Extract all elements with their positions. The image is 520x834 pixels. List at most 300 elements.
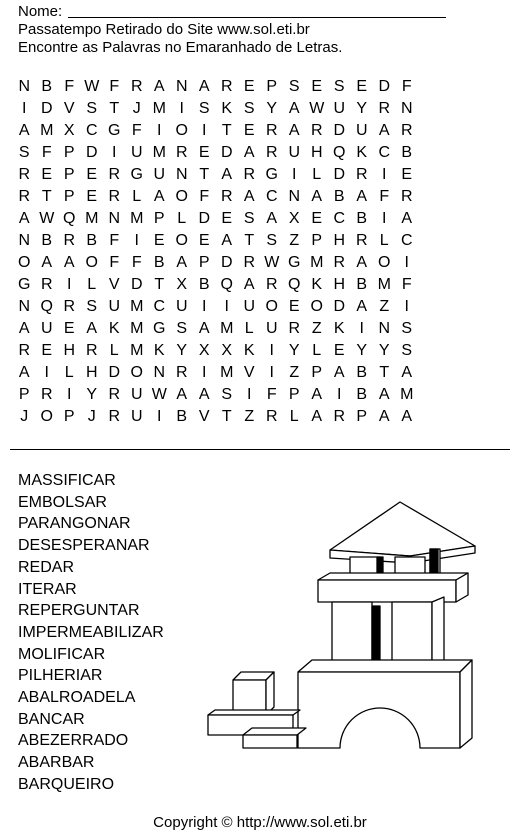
grid-letter[interactable]: E xyxy=(401,166,413,183)
grid-letter[interactable]: L xyxy=(379,232,389,249)
grid-letter[interactable]: M xyxy=(152,144,166,161)
grid-letter[interactable]: D xyxy=(220,144,233,161)
grid-letter[interactable]: M xyxy=(130,210,144,227)
grid-letter[interactable]: O xyxy=(40,408,53,425)
grid-letter[interactable]: F xyxy=(199,188,210,205)
grid-letter[interactable]: F xyxy=(41,144,52,161)
grid-letter[interactable]: N xyxy=(400,100,413,117)
grid-letter[interactable]: X xyxy=(176,276,188,293)
grid-letter[interactable]: A xyxy=(18,122,30,139)
grid-letter[interactable]: W xyxy=(84,78,100,95)
grid-letter[interactable]: Y xyxy=(378,342,390,359)
grid-letter[interactable]: R xyxy=(310,122,323,139)
grid-letter[interactable]: R xyxy=(108,188,121,205)
grid-letter[interactable]: R xyxy=(220,78,233,95)
grid-letter[interactable]: I xyxy=(404,298,409,315)
grid-letter[interactable]: R xyxy=(220,188,233,205)
grid-letter[interactable]: G xyxy=(153,320,166,337)
grid-letter[interactable]: D xyxy=(130,276,143,293)
grid-letter[interactable]: I xyxy=(67,386,72,403)
grid-letter[interactable]: A xyxy=(198,78,210,95)
grid-letter[interactable]: I xyxy=(202,364,207,381)
grid-letter[interactable]: A xyxy=(18,364,30,381)
grid-letter[interactable]: I xyxy=(269,342,274,359)
grid-letter[interactable]: A xyxy=(18,210,30,227)
grid-letter[interactable]: R xyxy=(108,386,121,403)
grid-letter[interactable]: Y xyxy=(266,100,278,117)
grid-letter[interactable]: D xyxy=(220,254,233,271)
grid-letter[interactable]: B xyxy=(356,364,368,381)
grid-letter[interactable]: A xyxy=(333,364,345,381)
grid-letter[interactable]: I xyxy=(382,210,387,227)
grid-letter[interactable]: I xyxy=(67,276,72,293)
grid-letter[interactable]: Y xyxy=(86,386,98,403)
grid-letter[interactable]: F xyxy=(109,254,120,271)
grid-letter[interactable]: U xyxy=(40,320,53,337)
grid-letter[interactable]: A xyxy=(86,320,98,337)
grid-letter[interactable]: P xyxy=(311,364,323,381)
grid-letter[interactable]: E xyxy=(243,78,255,95)
grid-letter[interactable]: E xyxy=(243,122,255,139)
grid-row xyxy=(13,384,508,406)
grid-letter[interactable]: F xyxy=(379,188,390,205)
grid-letter[interactable]: W xyxy=(309,100,325,117)
grid-letter[interactable]: S xyxy=(266,232,278,249)
grid-letter[interactable]: A xyxy=(378,386,390,403)
grid-letter[interactable]: D xyxy=(378,78,391,95)
grid-letter[interactable]: I xyxy=(157,122,162,139)
grid-letter[interactable]: P xyxy=(63,144,75,161)
grid-letter[interactable]: S xyxy=(401,320,413,337)
grid-letter[interactable]: N xyxy=(18,298,31,315)
grid-letter[interactable]: I xyxy=(157,408,162,425)
grid-letter[interactable]: R xyxy=(243,166,256,183)
grid-letter[interactable]: P xyxy=(63,166,75,183)
grid-letter[interactable]: I xyxy=(202,122,207,139)
grid-letter[interactable]: Z xyxy=(379,298,390,315)
grid-letter[interactable]: R xyxy=(85,342,98,359)
grid-letter[interactable]: B xyxy=(153,254,165,271)
grid-letter[interactable]: S xyxy=(86,100,98,117)
grid-letter[interactable]: P xyxy=(356,408,368,425)
grid-letter[interactable]: M xyxy=(400,386,414,403)
grid-letter[interactable]: R xyxy=(40,386,53,403)
grid-letter[interactable]: A xyxy=(153,188,165,205)
grid-letter[interactable]: U xyxy=(153,166,166,183)
grid-letter[interactable]: L xyxy=(312,342,322,359)
grid-letter[interactable]: S xyxy=(243,210,255,227)
grid-letter[interactable]: C xyxy=(265,188,278,205)
grid-letter[interactable]: C xyxy=(400,232,413,249)
grid-letter[interactable]: B xyxy=(356,386,368,403)
grid-letter[interactable]: L xyxy=(177,210,187,227)
grid-letter[interactable]: I xyxy=(224,298,229,315)
grid-letter[interactable]: C xyxy=(85,122,98,139)
grid-letter[interactable]: G xyxy=(108,122,121,139)
grid-letter[interactable]: H xyxy=(310,144,323,161)
grid-letter[interactable]: R xyxy=(108,408,121,425)
grid-letter[interactable]: R xyxy=(400,122,413,139)
grid-letter[interactable]: B xyxy=(356,276,368,293)
grid-letter[interactable]: A xyxy=(41,254,53,271)
grid-letter[interactable]: V xyxy=(63,100,75,117)
grid-letter[interactable]: V xyxy=(243,364,255,381)
grid-letter[interactable]: G xyxy=(130,166,143,183)
grid-letter[interactable]: C xyxy=(153,298,166,315)
grid-letter[interactable]: M xyxy=(85,210,99,227)
grid-letter[interactable]: X xyxy=(198,342,210,359)
grid-letter[interactable]: Q xyxy=(40,298,53,315)
grid-letter[interactable]: E xyxy=(311,210,323,227)
grid-letter[interactable]: R xyxy=(265,144,278,161)
grid-letter[interactable]: F xyxy=(109,232,120,249)
grid-letter[interactable]: I xyxy=(247,386,252,403)
grid-letter[interactable]: R xyxy=(265,122,278,139)
grid-letter[interactable]: D xyxy=(333,122,346,139)
grid-letter[interactable]: E xyxy=(86,166,98,183)
grid-letter[interactable]: P xyxy=(198,254,210,271)
name-label: Nome: xyxy=(18,3,63,20)
grid-letter[interactable]: R xyxy=(108,166,121,183)
grid-letter[interactable]: A xyxy=(401,210,413,227)
grid-letter[interactable]: I xyxy=(202,298,207,315)
grid-letter[interactable]: R xyxy=(265,276,278,293)
grid-letter[interactable]: H xyxy=(333,276,346,293)
grid-letter[interactable]: A xyxy=(18,320,30,337)
grid-letter[interactable]: B xyxy=(86,232,98,249)
grid-letter[interactable]: R xyxy=(18,166,31,183)
grid-letter[interactable]: M xyxy=(130,320,144,337)
grid-letter[interactable]: H xyxy=(333,232,346,249)
grid-letter[interactable]: A xyxy=(266,210,278,227)
grid-letter[interactable]: E xyxy=(86,188,98,205)
grid-letter[interactable]: B xyxy=(356,210,368,227)
grid-letter[interactable]: E xyxy=(41,342,53,359)
grid-letter[interactable]: N xyxy=(18,78,31,95)
grid-letter[interactable]: A xyxy=(221,232,233,249)
grid-letter[interactable]: L xyxy=(244,320,254,337)
grid-letter[interactable]: A xyxy=(311,188,323,205)
grid-letter[interactable]: L xyxy=(312,166,322,183)
grid-letter[interactable]: L xyxy=(87,276,97,293)
grid-letter[interactable]: R xyxy=(243,254,256,271)
grid-letter[interactable]: S xyxy=(86,298,98,315)
grid-letter[interactable]: O xyxy=(175,122,188,139)
grid-letter[interactable]: T xyxy=(199,166,210,183)
grid-letter[interactable]: N xyxy=(175,166,188,183)
grid-letter[interactable]: R xyxy=(355,232,368,249)
grid-letter[interactable]: P xyxy=(18,386,30,403)
grid-letter[interactable]: O xyxy=(130,364,143,381)
grid-letter[interactable]: E xyxy=(41,166,53,183)
grid-letter[interactable]: A xyxy=(401,364,413,381)
grid-letter[interactable]: R xyxy=(130,78,143,95)
grid-letter[interactable]: A xyxy=(243,188,255,205)
grid-letter[interactable]: F xyxy=(64,78,75,95)
grid-letter[interactable]: O xyxy=(18,254,31,271)
grid-letter[interactable]: T xyxy=(244,232,255,249)
grid-letter[interactable]: O xyxy=(378,254,391,271)
grid-letter[interactable]: B xyxy=(176,408,188,425)
grid-letter[interactable]: N xyxy=(153,364,166,381)
grid-letter[interactable]: W xyxy=(264,254,280,271)
grid-letter[interactable]: D xyxy=(333,298,346,315)
grid-letter[interactable]: U xyxy=(355,122,368,139)
grid-letter[interactable]: E xyxy=(356,78,368,95)
grid-letter[interactable]: E xyxy=(198,144,210,161)
grid-letter[interactable]: M xyxy=(40,122,54,139)
grid-letter[interactable]: H xyxy=(63,342,76,359)
grid-letter[interactable]: S xyxy=(333,78,345,95)
grid-letter[interactable]: P xyxy=(288,386,300,403)
grid-letter[interactable]: R xyxy=(175,144,188,161)
grid-letter[interactable]: M xyxy=(152,100,166,117)
grid-letter[interactable]: M xyxy=(310,254,324,271)
grid-letter[interactable]: L xyxy=(64,364,74,381)
grid-letter[interactable]: S xyxy=(176,320,188,337)
grid-letter[interactable]: T xyxy=(221,122,232,139)
grid-letter[interactable]: A xyxy=(198,386,210,403)
grid-letter[interactable]: T xyxy=(109,100,120,117)
grid-letter[interactable]: T xyxy=(41,188,52,205)
grid-letter[interactable]: K xyxy=(333,320,345,337)
name-input-line[interactable] xyxy=(68,17,446,18)
grid-letter[interactable]: I xyxy=(112,144,117,161)
grid-letter[interactable]: E xyxy=(198,232,210,249)
grid-letter[interactable]: A xyxy=(378,408,390,425)
grid-letter[interactable]: M xyxy=(377,276,391,293)
grid-letter[interactable]: Z xyxy=(289,232,300,249)
grid-letter[interactable]: P xyxy=(266,78,278,95)
grid-letter[interactable]: A xyxy=(63,254,75,271)
grid-letter[interactable]: Y xyxy=(356,100,368,117)
grid-letter[interactable]: U xyxy=(243,298,256,315)
grid-letter[interactable]: I xyxy=(292,166,297,183)
grid-letter[interactable]: I xyxy=(22,100,27,117)
grid-letter[interactable]: M xyxy=(130,298,144,315)
grid-letter[interactable]: B xyxy=(333,188,345,205)
grid-letter[interactable]: A xyxy=(311,386,323,403)
grid-letter[interactable]: O xyxy=(175,188,188,205)
grid-letter[interactable]: D xyxy=(108,364,121,381)
grid-letter[interactable]: S xyxy=(18,144,30,161)
grid-letter[interactable]: D xyxy=(198,210,211,227)
grid-letter[interactable]: M xyxy=(130,342,144,359)
grid-row xyxy=(13,186,508,208)
grid-letter[interactable]: D xyxy=(40,100,53,117)
grid-letter[interactable]: R xyxy=(18,342,31,359)
grid-letter[interactable]: X xyxy=(288,210,300,227)
grid-letter[interactable]: Q xyxy=(333,144,346,161)
word-list-item: BANCAR xyxy=(18,710,85,728)
grid-letter[interactable]: A xyxy=(401,408,413,425)
grid-letter[interactable]: Z xyxy=(244,408,255,425)
grid-letter[interactable]: U xyxy=(265,320,278,337)
grid-letter[interactable]: R xyxy=(378,100,391,117)
grid-letter[interactable]: A xyxy=(198,320,210,337)
grid-letter[interactable]: B xyxy=(198,276,210,293)
grid-letter[interactable]: A xyxy=(243,276,255,293)
grid-letter[interactable]: D xyxy=(85,144,98,161)
grid-letter[interactable]: N xyxy=(175,78,188,95)
grid-letter[interactable]: K xyxy=(311,276,323,293)
grid-letter[interactable]: R xyxy=(63,232,76,249)
grid-letter[interactable]: K xyxy=(153,342,165,359)
grid-letter[interactable]: F xyxy=(401,276,412,293)
grid-letter[interactable]: I xyxy=(269,364,274,381)
grid-letter[interactable]: N xyxy=(378,320,391,337)
grid-letter[interactable]: R xyxy=(288,320,301,337)
grid-letter[interactable]: S xyxy=(401,342,413,359)
grid-letter[interactable]: Y xyxy=(288,342,300,359)
grid-letter[interactable]: F xyxy=(109,78,120,95)
grid-letter[interactable]: A xyxy=(356,298,368,315)
grid-letter[interactable]: G xyxy=(288,254,301,271)
grid-letter[interactable]: J xyxy=(20,408,29,425)
grid-letter[interactable]: Y xyxy=(176,342,188,359)
grid-letter[interactable]: T xyxy=(221,408,232,425)
grid-letter[interactable]: E xyxy=(153,232,165,249)
grid-letter[interactable]: U xyxy=(130,144,143,161)
word-list-item: REDAR xyxy=(18,558,75,576)
grid-letter[interactable]: W xyxy=(39,210,55,227)
grid-letter[interactable]: E xyxy=(288,298,300,315)
grid-letter[interactable]: X xyxy=(63,122,75,139)
grid-letter[interactable]: H xyxy=(85,364,98,381)
grid-letter[interactable]: N xyxy=(288,188,301,205)
grid-letter[interactable]: R xyxy=(63,298,76,315)
grid-letter[interactable]: F xyxy=(131,122,142,139)
grid-letter[interactable]: O xyxy=(265,298,278,315)
grid-letter[interactable]: G xyxy=(265,166,278,183)
grid-letter[interactable]: A xyxy=(153,78,165,95)
grid-letter[interactable]: M xyxy=(220,320,234,337)
grid-letter[interactable]: X xyxy=(221,342,233,359)
grid-letter[interactable]: D xyxy=(333,166,346,183)
grid-letter[interactable]: A xyxy=(176,254,188,271)
grid-letter[interactable]: I xyxy=(44,364,49,381)
grid-letter[interactable]: E xyxy=(311,78,323,95)
grid-letter[interactable]: E xyxy=(63,320,75,337)
grid-letter[interactable]: I xyxy=(359,320,364,337)
grid-letter[interactable]: F xyxy=(401,78,412,95)
grid-letter[interactable]: V xyxy=(108,276,120,293)
grid-letter[interactable]: W xyxy=(151,386,167,403)
grid-letter[interactable]: U xyxy=(130,408,143,425)
grid-letter[interactable]: N xyxy=(18,232,31,249)
grid-letter[interactable]: F xyxy=(266,386,277,403)
grid-letter[interactable]: S xyxy=(198,100,210,117)
grid-letter[interactable]: K xyxy=(108,320,120,337)
grid-letter[interactable]: K xyxy=(356,144,368,161)
grid-letter[interactable]: O xyxy=(310,298,323,315)
grid-letter[interactable]: A xyxy=(288,122,300,139)
grid-letter[interactable]: R xyxy=(355,166,368,183)
grid-letter[interactable]: O xyxy=(175,232,188,249)
grid-letter[interactable]: R xyxy=(400,188,413,205)
grid-letter[interactable]: P xyxy=(153,210,165,227)
grid-letter[interactable]: Y xyxy=(356,342,368,359)
grid-letter[interactable]: S xyxy=(288,78,300,95)
grid-letter[interactable]: I xyxy=(337,386,342,403)
grid-letter[interactable]: R xyxy=(333,408,346,425)
grid-row xyxy=(13,164,508,186)
grid-letter[interactable]: R xyxy=(175,364,188,381)
grid-letter[interactable]: R xyxy=(265,408,278,425)
grid-letter[interactable]: A xyxy=(243,144,255,161)
grid-letter[interactable]: T xyxy=(379,364,390,381)
grid-letter[interactable]: P xyxy=(63,188,75,205)
grid-letter[interactable]: N xyxy=(108,210,121,227)
grid-letter[interactable]: U xyxy=(130,386,143,403)
grid-letter[interactable]: O xyxy=(85,254,98,271)
grid-letter[interactable]: A xyxy=(311,408,323,425)
grid-letter[interactable]: U xyxy=(175,298,188,315)
grid-letter[interactable]: B xyxy=(41,232,53,249)
grid-row xyxy=(13,252,508,274)
word-list-item: ABARBAR xyxy=(18,754,95,772)
grid-letter[interactable]: A xyxy=(176,386,188,403)
word-list-item: PARANGONAR xyxy=(18,515,131,533)
grid-letter[interactable]: A xyxy=(356,188,368,205)
grid-letter[interactable]: B xyxy=(401,144,413,161)
grid-letter[interactable]: Q xyxy=(63,210,76,227)
grid-letter[interactable]: Q xyxy=(220,276,233,293)
grid-letter[interactable]: I xyxy=(382,166,387,183)
grid-row xyxy=(13,296,508,318)
grid-letter[interactable]: I xyxy=(404,254,409,271)
grid-letter[interactable]: C xyxy=(333,210,346,227)
grid-letter[interactable]: Q xyxy=(288,276,301,293)
grid-letter[interactable]: J xyxy=(87,408,96,425)
grid-letter[interactable]: A xyxy=(356,254,368,271)
grid-letter[interactable]: A xyxy=(288,100,300,117)
grid-letter[interactable]: P xyxy=(63,408,75,425)
grid-letter[interactable]: U xyxy=(333,100,346,117)
grid-letter[interactable]: L xyxy=(132,188,142,205)
grid-letter[interactable]: P xyxy=(311,232,323,249)
grid-letter[interactable]: E xyxy=(221,210,233,227)
grid-letter[interactable]: L xyxy=(289,408,299,425)
word-list-item: ABEZERRADO xyxy=(18,732,129,750)
grid-letter[interactable]: Z xyxy=(289,364,300,381)
grid-letter[interactable]: A xyxy=(378,122,390,139)
grid-letter[interactable]: G xyxy=(18,276,31,293)
grid-letter[interactable]: B xyxy=(41,78,53,95)
grid-letter[interactable]: R xyxy=(40,276,53,293)
grid-letter[interactable]: T xyxy=(154,276,165,293)
grid-letter[interactable]: K xyxy=(221,100,233,117)
grid-letter[interactable]: R xyxy=(18,188,31,205)
grid-letter[interactable]: A xyxy=(221,166,233,183)
grid-letter[interactable]: K xyxy=(243,342,255,359)
grid-letter[interactable]: I xyxy=(134,232,139,249)
grid-letter[interactable]: I xyxy=(179,100,184,117)
grid-letter[interactable]: Z xyxy=(311,320,322,337)
grid-letter[interactable]: F xyxy=(131,254,142,271)
grid-letter[interactable]: E xyxy=(333,342,345,359)
grid-letter[interactable]: U xyxy=(108,298,121,315)
grid-letter[interactable]: J xyxy=(132,100,141,117)
grid-letter[interactable]: C xyxy=(378,144,391,161)
grid-letter[interactable]: M xyxy=(220,364,234,381)
grid-letter[interactable]: L xyxy=(109,342,119,359)
grid-letter[interactable]: V xyxy=(198,408,210,425)
grid-letter[interactable]: S xyxy=(221,386,233,403)
grid-letter[interactable]: U xyxy=(288,144,301,161)
grid-letter[interactable]: S xyxy=(243,100,255,117)
grid-letter[interactable]: R xyxy=(333,254,346,271)
